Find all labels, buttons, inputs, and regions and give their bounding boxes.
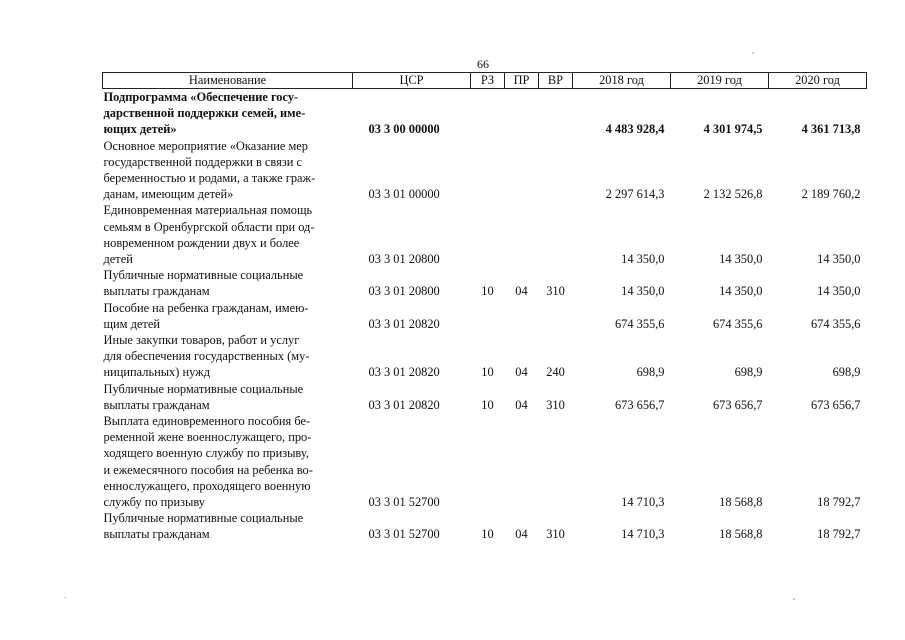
row-name: Основное мероприятие «Оказание мер государственной поддержки в связи с беременностью и родами, а также граж- данам, имеющим детей» — [103, 138, 316, 202]
row-2019: 14 350,0 — [719, 284, 763, 299]
row-2018: 2 297 614,3 — [605, 187, 665, 202]
row-pr — [505, 89, 539, 138]
row-2018: 14 350,0 — [621, 284, 665, 299]
header-2018: 2018 год — [573, 73, 671, 89]
row-2020: 18 792,7 — [817, 495, 861, 510]
table-row — [103, 381, 867, 413]
row-csr: 03 3 01 20820 — [368, 316, 440, 331]
scan-speck — [793, 598, 795, 600]
row-2020: 4 361 713,8 — [801, 122, 861, 137]
row-2020: 2 189 760,2 — [801, 187, 861, 202]
header-name: Наименование — [103, 73, 353, 89]
row-pr: 04 — [515, 527, 528, 542]
table-row — [103, 413, 867, 510]
row-2019: 673 656,7 — [712, 397, 763, 412]
row-csr: 03 3 01 20800 — [368, 252, 440, 267]
row-2020: 698,9 — [832, 365, 861, 380]
row-vr — [539, 202, 573, 267]
row-vr — [539, 89, 573, 138]
row-name: Единовременная материальная помощь семьям в Оренбургской области при од- новременном рождении двух и более детей — [103, 203, 315, 267]
row-csr: 03 3 01 20820 — [368, 397, 440, 412]
table-row — [103, 202, 867, 267]
row-rz: 10 — [481, 365, 494, 380]
table-row — [103, 138, 867, 203]
row-vr — [539, 300, 573, 332]
row-2020: 14 350,0 — [817, 284, 861, 299]
table-row — [103, 510, 867, 542]
row-pr — [505, 300, 539, 332]
table-row-subprogram — [103, 89, 867, 138]
row-vr: 240 — [546, 365, 565, 380]
row-name: Иные закупки товаров, работ и услуг для обеспечения государственных (му- ниципальных) нужд — [103, 333, 310, 380]
header-csr: ЦСР — [353, 73, 471, 89]
table-body — [103, 89, 867, 543]
header-row — [103, 73, 867, 89]
row-2018: 14 710,3 — [621, 495, 665, 510]
row-2019: 4 301 974,5 — [703, 122, 763, 137]
row-2019: 2 132 526,8 — [703, 187, 763, 202]
row-rz: 10 — [481, 397, 494, 412]
row-2019: 698,9 — [734, 365, 763, 380]
row-csr: 03 3 01 20820 — [368, 365, 440, 380]
row-vr: 310 — [546, 527, 565, 542]
header-2019: 2019 год — [671, 73, 769, 89]
scan-speck — [64, 597, 66, 598]
row-rz — [471, 89, 505, 138]
row-vr — [539, 138, 573, 203]
table-row — [103, 332, 867, 381]
row-2018: 14 710,3 — [621, 527, 665, 542]
row-2020: 14 350,0 — [817, 252, 861, 267]
row-vr: 310 — [546, 284, 565, 299]
row-rz — [471, 300, 505, 332]
header-vr: ВР — [539, 73, 573, 89]
scan-speck — [752, 52, 754, 54]
row-csr: 03 3 00 00000 — [368, 122, 440, 137]
row-rz: 10 — [481, 284, 494, 299]
row-2020: 673 656,7 — [810, 397, 861, 412]
row-csr: 03 3 01 20800 — [368, 284, 440, 299]
header-pr: ПР — [505, 73, 539, 89]
budget-table — [102, 72, 867, 543]
row-2018: 674 355,6 — [614, 316, 665, 331]
row-2019: 18 568,8 — [719, 527, 763, 542]
row-2018: 4 483 928,4 — [605, 122, 665, 137]
table-header — [103, 73, 867, 89]
row-pr: 04 — [515, 284, 528, 299]
table-row — [103, 267, 867, 299]
row-name: Публичные нормативные социальные выплаты гражданам — [103, 511, 304, 542]
row-pr — [505, 413, 539, 510]
row-pr: 04 — [515, 397, 528, 412]
row-2018: 698,9 — [636, 365, 665, 380]
row-csr: 03 3 01 52700 — [368, 495, 440, 510]
row-vr — [539, 413, 573, 510]
row-2018: 673 656,7 — [614, 397, 665, 412]
row-name: Подпрограмма «Обеспечение госу- дарственной поддержки семей, име- ющих детей» — [103, 90, 306, 137]
row-name: Выплата единовременного пособия бе- ременной жене военнослужащего, про- ходящего военную службу по призыву, и ежемесячного пособия на ребенка во- еннослужащего, проходящего военную службу по призыву — [103, 414, 313, 510]
row-vr: 310 — [546, 397, 565, 412]
row-pr — [505, 138, 539, 203]
row-pr — [505, 202, 539, 267]
row-2019: 18 568,8 — [719, 495, 763, 510]
row-rz: 10 — [481, 527, 494, 542]
page-number: 66 — [477, 57, 489, 71]
row-name: Публичные нормативные социальные выплаты гражданам — [103, 268, 304, 299]
row-rz — [471, 202, 505, 267]
row-csr: 03 3 01 00000 — [368, 187, 440, 202]
header-2020: 2020 год — [769, 73, 867, 89]
row-2019: 14 350,0 — [719, 252, 763, 267]
row-2018: 14 350,0 — [621, 252, 665, 267]
row-rz — [471, 138, 505, 203]
row-csr: 03 3 01 52700 — [368, 527, 440, 542]
row-2020: 674 355,6 — [810, 316, 861, 331]
row-name: Пособие на ребенка гражданам, имею- щим детей — [103, 300, 309, 331]
table-row — [103, 300, 867, 332]
header-rz: РЗ — [471, 73, 505, 89]
row-2019: 674 355,6 — [712, 316, 763, 331]
row-pr: 04 — [515, 365, 528, 380]
row-rz — [471, 413, 505, 510]
row-2020: 18 792,7 — [817, 527, 861, 542]
row-name: Публичные нормативные социальные выплаты гражданам — [103, 381, 304, 412]
